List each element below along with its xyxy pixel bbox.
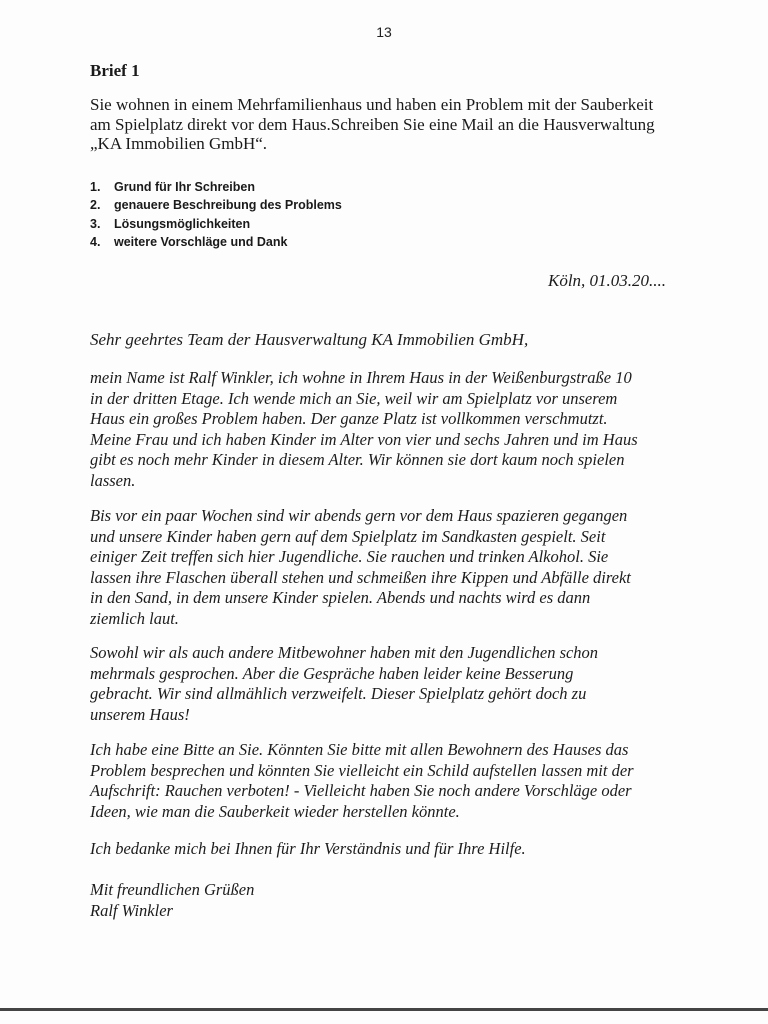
letter-line: lassen ihre Flaschen überall stehen und schmeißen ihre Kippen und Abfälle direkt xyxy=(90,567,631,587)
letter-line: Ich bedanke mich bei Ihnen für Ihr Verständnis und für Ihre Hilfe. xyxy=(90,839,526,858)
task-line: „KA Immobilien GmbH“. xyxy=(90,134,268,153)
list-item-text: Grund für Ihr Schreiben xyxy=(114,180,255,194)
letter-paragraph xyxy=(90,506,695,630)
list-item-number: 3. xyxy=(90,216,101,231)
letter-signature: Ralf Winkler xyxy=(90,900,173,920)
list-item xyxy=(90,215,342,233)
letter-line: Meine Frau und ich haben Kinder im Alter von vier und sechs Jahren und im Haus xyxy=(90,429,638,449)
letter-line: Haus ein großes Problem haben. Der ganze Platz ist vollkommen verschmutzt. xyxy=(90,409,608,429)
list-item-text: Lösungsmöglichkeiten xyxy=(114,216,251,231)
task-line: am Spielplatz direkt vor dem Haus.Schreiben Sie eine Mail an die Hausverwaltung xyxy=(90,114,655,134)
letter-salutation: Sehr geehrtes Team der Hausverwaltung KA Immobilien GmbH, xyxy=(90,330,529,349)
letter-line: Aufschrift: Rauchen verboten! - Vielleicht haben Sie noch andere Vorschläge oder xyxy=(90,781,632,801)
list-item-number: 4. xyxy=(90,234,101,249)
page-bottom-divider xyxy=(0,1008,768,1011)
letter-line: Ideen, wie man die Sauberkeit wieder herstellen könnte. xyxy=(90,801,460,821)
letter-paragraph xyxy=(90,740,695,822)
list-item-text: weitere Vorschläge und Dank xyxy=(114,234,288,249)
letter-line: in den Sand, in dem unsere Kinder spielen. Abends und nachts wird es dann xyxy=(90,588,591,608)
list-item xyxy=(90,233,342,251)
list-item-text: genauere Beschreibung des Problems xyxy=(114,198,342,213)
letter-line: mehrmals gesprochen. Aber die Gespräche haben leider keine Besserung xyxy=(90,663,574,683)
letter-line: einiger Zeit treffen sich hier Jugendliche. Sie rauchen und trinken Alkohol. Sie xyxy=(90,547,609,567)
letter-paragraph xyxy=(90,368,695,492)
list-item-number: 2. xyxy=(90,198,101,213)
letter-line: gibt es noch mehr Kinder in diesem Alter. Wir können sie dort kaum noch spielen xyxy=(90,450,625,470)
letter-closing: Mit freundlichen Grüßen xyxy=(90,880,255,899)
page-number: 13 xyxy=(376,24,392,40)
task-description xyxy=(90,95,710,154)
letter-line: unserem Haus! xyxy=(90,704,190,724)
letter-date: Köln, 01.03.20.... xyxy=(548,271,667,290)
letter-line: Bis vor ein paar Wochen sind wir abends gern vor dem Haus spazieren gegangen xyxy=(90,506,628,525)
letter-line: ziemlich laut. xyxy=(90,608,179,628)
letter-closing-block xyxy=(90,880,490,921)
list-item xyxy=(90,178,342,196)
letter-line: lassen. xyxy=(90,470,136,490)
letter-paragraph xyxy=(90,643,695,725)
letter-line: Ich habe eine Bitte an Sie. Könnten Sie bitte mit allen Bewohnern des Hauses das xyxy=(90,740,629,759)
page-title: Brief 1 xyxy=(90,61,140,80)
letter-line: Sowohl wir als auch andere Mitbewohner haben mit den Jugendlichen schon xyxy=(90,643,599,662)
letter-line: gebracht. Wir sind allmählich verzweifelt. Dieser Spielplatz gehört doch zu xyxy=(90,684,587,704)
letter-line: mein Name ist Ralf Winkler, ich wohne in Ihrem Haus in der Weißenburgstraße 10 xyxy=(90,368,632,387)
task-line: Sie wohnen in einem Mehrfamilienhaus und haben ein Problem mit der Sauberkeit xyxy=(90,95,654,114)
task-points-list xyxy=(90,178,342,251)
list-item xyxy=(90,196,342,214)
letter-line: und unsere Kinder haben gern auf dem Spielplatz im Sandkasten gespielt. Seit xyxy=(90,526,606,546)
letter-line: Problem besprechen und könnten Sie vielleicht ein Schild aufstellen lassen mit der xyxy=(90,760,634,780)
list-item-number: 1. xyxy=(90,180,101,194)
letter-line: in der dritten Etage. Ich wende mich an Sie, weil wir am Spielplatz vor unserem xyxy=(90,388,618,408)
letter-paragraph xyxy=(90,839,695,860)
